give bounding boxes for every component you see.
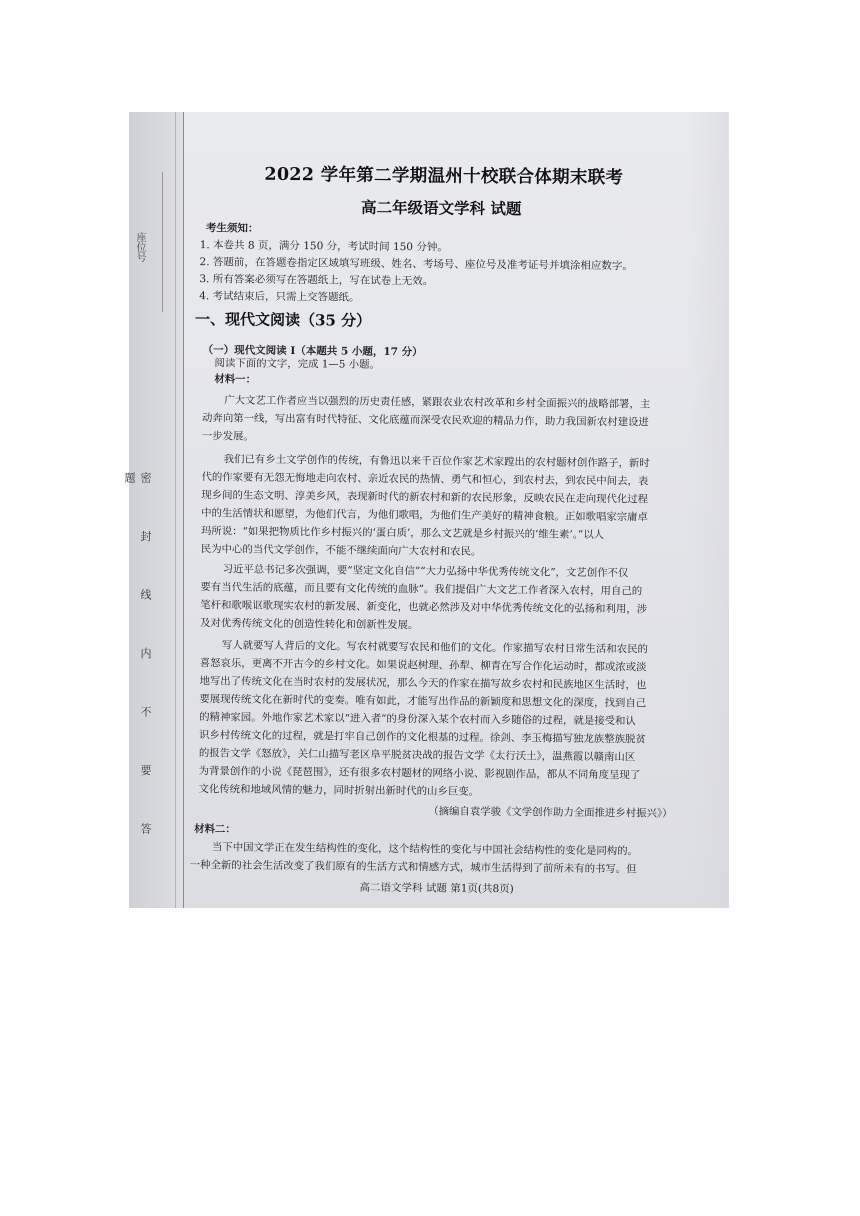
subsection-heading: （一）现代文阅读 I（本题共 5 小题，17 分） <box>202 344 423 359</box>
exam-subtitle: 高二年级语文学科 试题 <box>361 197 522 219</box>
notice-item: 4. 考试结束后，只需上交答题纸。 <box>199 290 360 304</box>
notice-item: 1. 本卷共 8 页，满分 150 分，考试时间 150 分钟。 <box>199 239 448 254</box>
binding-line-inner <box>175 112 176 908</box>
body-line: 为背景创作的小说《琵琶围》，还有很多农村题材的网络小说、影视剧作品，都从不同角度呈现了 <box>198 765 641 782</box>
body-line: 习近平总书记多次强调，要“坚定文化自信”“大力弘扬中华优秀传统文化”，文艺创作不仅 <box>222 563 629 580</box>
page-footer: 高二语文学科 试题 第1页(共8页) <box>359 881 514 896</box>
body-line: 我们已有乡土文学创作的传统，有鲁迅以来千百位作家艺术家蹚出的农村题材创作路子，新时 <box>223 453 650 470</box>
body-line: 现乡间的生态文明、淳美乡风，表现新时代的新农村和新的农民形象，反映农民在走向现代化过程 <box>201 489 649 506</box>
body-line: 的精神家园。外地作家艺术家以“进入者”的身份深入某个农村而入乡随俗的过程，就是接受和认 <box>199 711 636 728</box>
body-line: 地写出了传统文化在当时农村的发展状况，那么今天的作家在描写故乡农村和民族地区生活时，也 <box>199 675 647 692</box>
section-heading: 一、现代文阅读（35 分） <box>194 310 372 330</box>
body-line: 代的作家要有无怨无悔地走向农村、亲近农民的热情、勇气和恒心，到农村去，到农民中间去，表 <box>201 471 649 488</box>
exam-page <box>177 112 729 913</box>
body-line: 要有当代生活的底蕴，而且要有文化传统的血脉”。我们提倡广大文艺工作者深入农村，用自己的 <box>200 581 643 598</box>
material-label: 材料二： <box>194 823 236 836</box>
body-line: 识乡村传统文化的过程，就是打牢自己创作的文化根基的过程。徐剑、李玉梅描写独龙族整族脱贫 <box>198 729 646 746</box>
body-line: 写人就要写人背后的文化。写农村就要写农民和他们的文化。作家描写农村日常生活和农民的 <box>221 639 648 656</box>
body-line: 笔杆和歌喉讴歌现实农村的新发展、新变化，也就必然涉及对中华优秀传统文化的弘扬和利用，涉 <box>200 599 648 616</box>
body-line: 一步发展。 <box>201 430 254 443</box>
body-line: 要展现传统文化在新时代的变奏。唯有如此，才能写出作品的新颖度和思想文化的深度，找到自己 <box>199 693 647 710</box>
instruction-text: 阅读下面的文字，完成 1—5 小题。 <box>214 357 380 371</box>
body-line: 中的生活情状和愿望，为他们代言，为他们歌唱，为他们生产美好的精神食粮。正如歌唱家宗庸卓 <box>201 507 648 524</box>
exam-title: 2022 学年第二学期温州十校联合体期末联考 <box>264 164 624 189</box>
seat-number-label: 座位号 <box>134 232 145 262</box>
body-line: 广大文艺工作者应当以强烈的历史责任感，紧跟农业农村改革和乡村全面振兴的战略部署，主 <box>224 394 651 411</box>
seal-line-text: 密 封 线 内 不 要 答 题 <box>123 472 152 856</box>
body-line: 一种全新的社会生活改变了我们原有的生活方式和情感方式，城市生活得到了前所未有的书写。但 <box>189 859 637 876</box>
body-line: 民为中心的当代文学创作，不能不继续面向广大农村和农民。 <box>200 543 482 558</box>
side-fill-line <box>162 172 163 312</box>
body-line: 及对优秀传统文化的创造性转化和创新性发展。 <box>200 617 419 632</box>
source-citation: （摘编自袁学骏《文学创作助力全面推进乡村振兴》） <box>428 805 673 820</box>
body-line: 玛所说：“如果把物质比作乡村振兴的‘蛋白质’，那么文艺就是乡村振兴的‘维生素’。”以人 <box>200 525 605 542</box>
material-label: 材料一： <box>214 373 257 386</box>
body-line: 喜怒哀乐，更离不开古今的乡村文化。如果说赵树理、孙犁、柳青在写合作化运动时，都或浓或淡 <box>199 657 647 674</box>
body-line: 当下中国文学正在发生结构性的变化，这个结构性的变化与中国社会结构性的变化是同构的。 <box>211 841 638 858</box>
notice-heading: 考生须知： <box>205 222 259 235</box>
notice-item: 3. 所有答案必须写在答题纸上，写在试卷上无效。 <box>199 273 434 288</box>
photo-edge-shadow <box>689 112 729 908</box>
body-line: 文化传统和地域风情的魅力，同时折射出新时代的山乡巨变。 <box>198 783 480 798</box>
notice-item: 2. 答题前，在答题卷指定区域填写班级、姓名、考场号、座位号及准考证号并填涂相应数字。 <box>199 256 633 273</box>
body-line: 的报告文学《怒放》，关仁山描写老区阜平脱贫决战的报告文学《太行沃土》，温燕霞以赣南山区 <box>198 747 636 764</box>
document-photo <box>123 112 729 908</box>
body-line: 动奔向第一线，写出富有时代特征、文化底蕴而深受农民欢迎的精品力作，助力我国新农村建设进 <box>202 412 649 429</box>
